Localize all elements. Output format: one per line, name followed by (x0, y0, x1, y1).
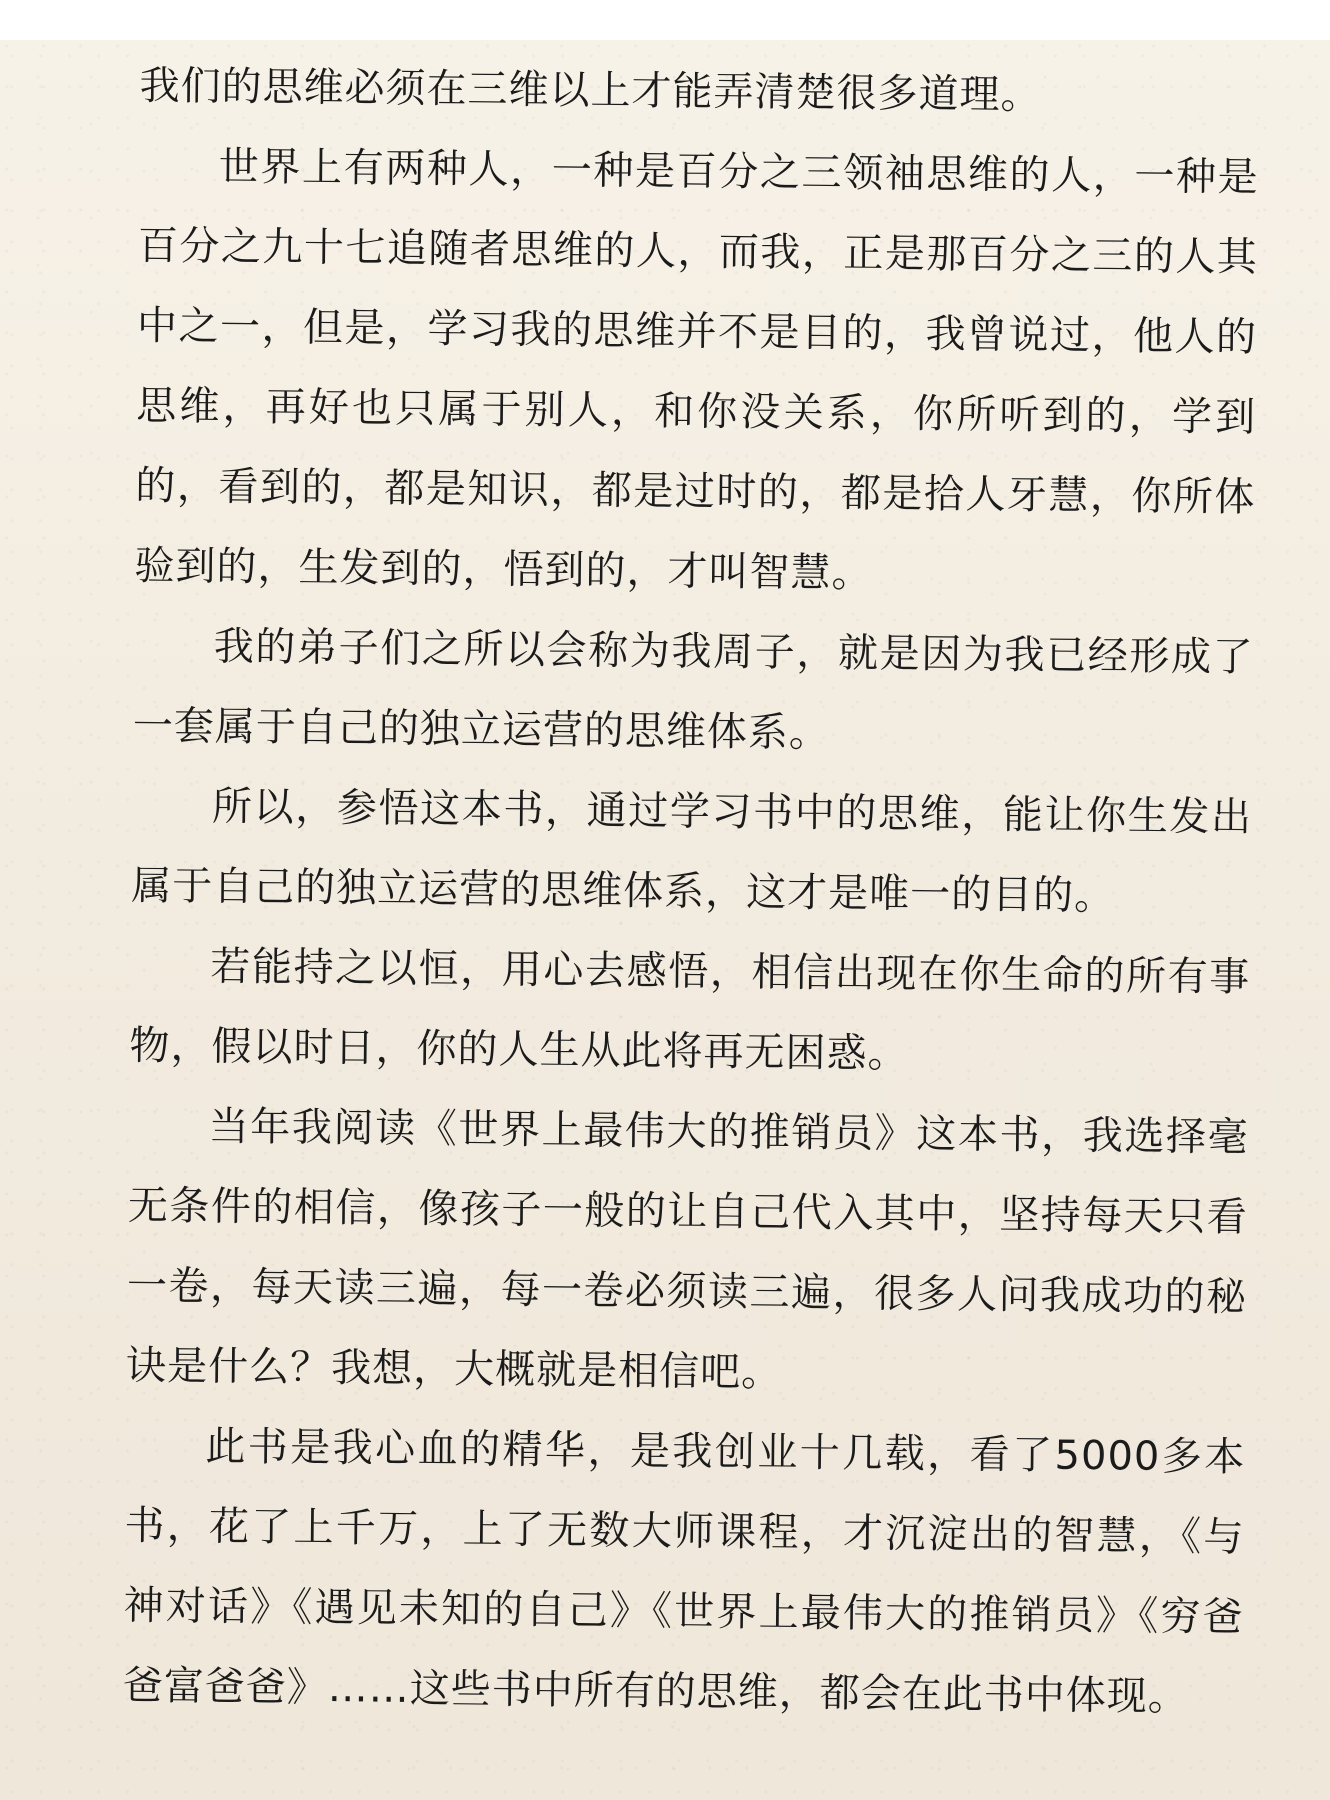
paragraph-5: 若能持之以恒，用心去感悟，相信出现在你生命的所有事物，假以时日，你的人生从此将再无困惑。 (129, 943, 1251, 1078)
paragraph-3: 我的弟子们之所以会称为我周子，就是因为我已经形成了一套属于自己的独立运营的思维体系。 (132, 623, 1254, 757)
paragraph-1: 我们的思维必须在三维以上才能弄清楚很多道理。 (139, 62, 1042, 119)
paragraph-6: 当年我阅读《世界上最伟大的推销员》这本书，我选择毫无条件的相信，像孩子一般的让自己代入其中，坚持每天只看一卷，每天读三遍，每一卷必须读三遍，很多人问我成功的秘诀是什么？我想，大概就是相信吧。 (125, 1103, 1249, 1396)
paragraph-2: 世界上有两种人，一种是百分之三领袖思维的人，一种是百分之九十七追随者思维的人，而我，正是那百分之三的人其中之一，但是，学习我的思维并不是目的，我曾说过，他人的思维，再好也只属于别人，和你没关系，你所听到的，学到的，看到的，都是知识，都是过时的，都是拾人牙慧，你所体验到的，生发到的，悟到的，才叫智慧。 (134, 143, 1259, 597)
top-margin-strip (0, 0, 1330, 40)
paragraph-4: 所以，参悟这本书，通过学习书中的思维，能让你生发出属于自己的独立运营的思维体系，这才是唯一的目的。 (130, 783, 1253, 920)
body-text (122, 46, 1260, 1738)
paragraph-7: 此书是我心血的精华，是我创业十几载，看了5000多本书，花了上千万，上了无数大师课程，才沉淀出的智慧，《与神对话》《遇见未知的自己》《世界上最伟大的推销员》《穷爸爸富爸爸》……这些书中所有的思维，都会在此书中体现。 (122, 1423, 1246, 1721)
